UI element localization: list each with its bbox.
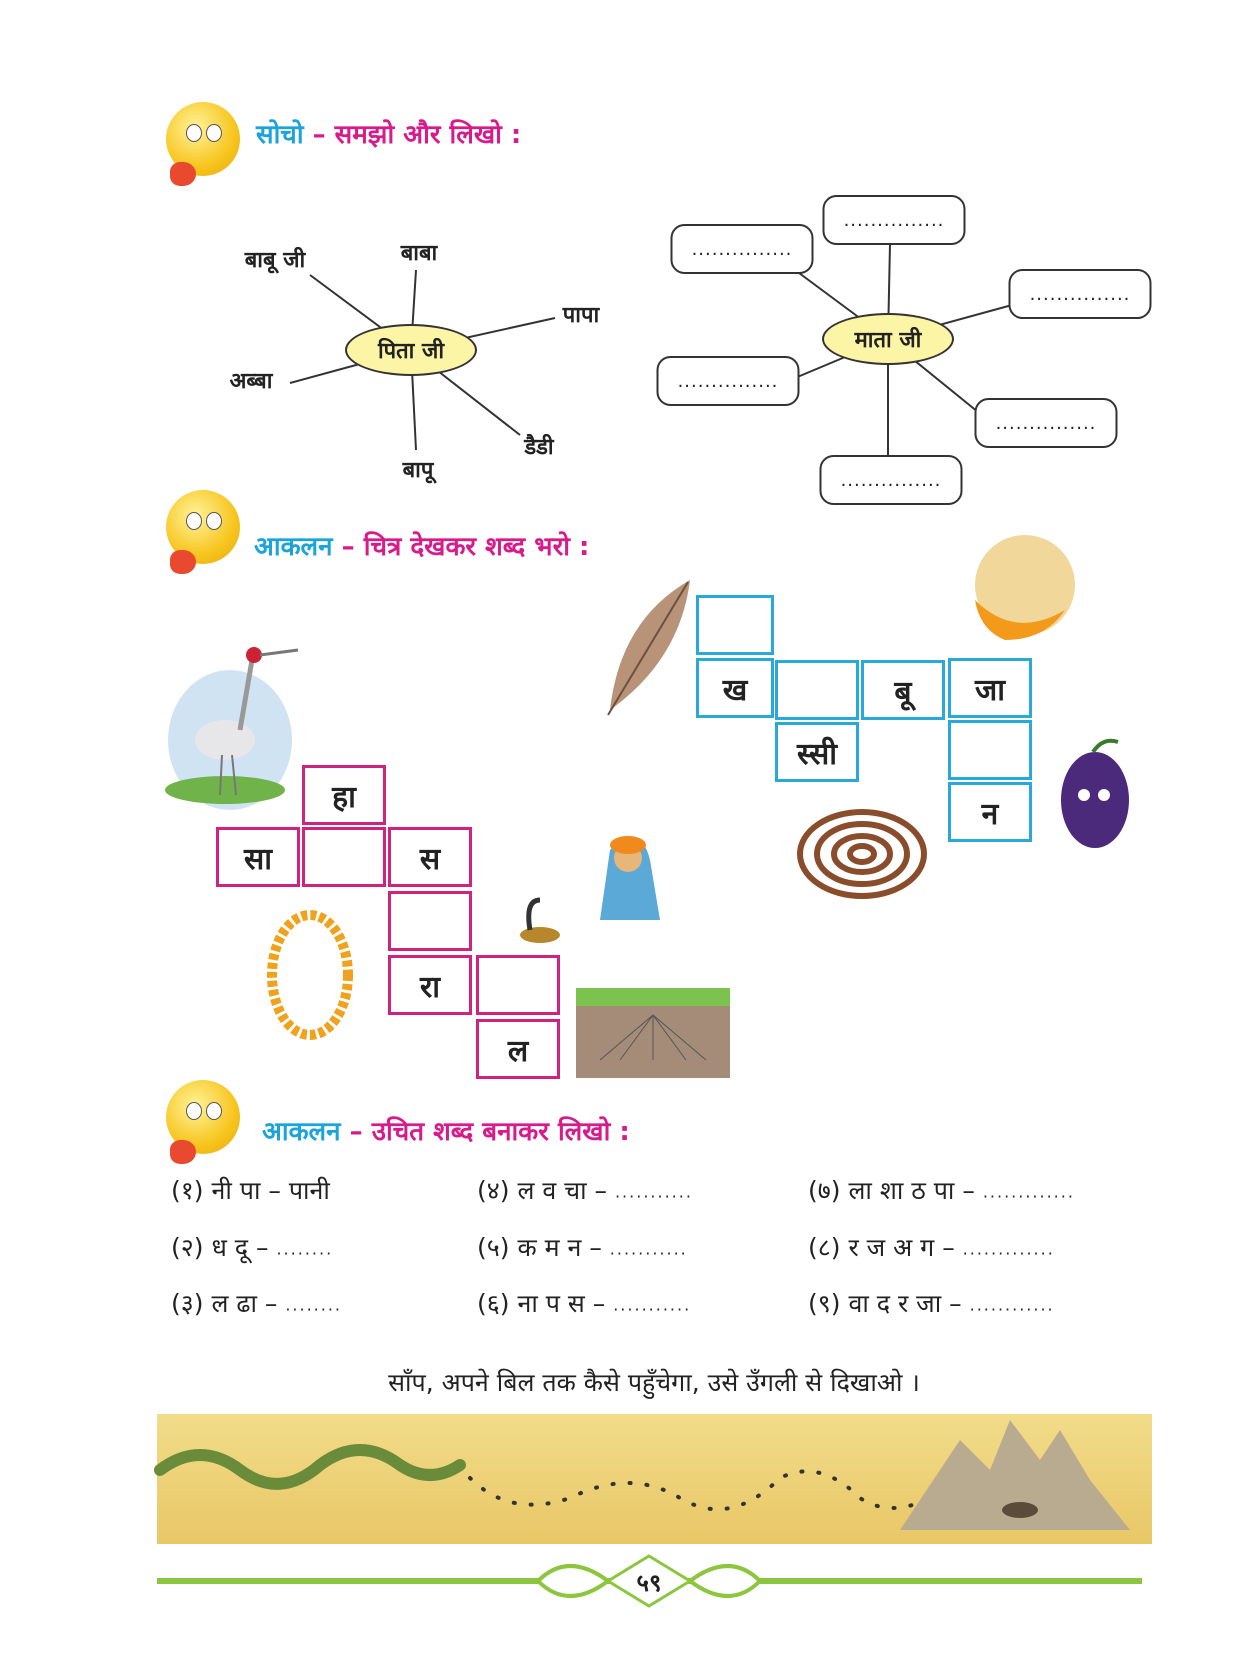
crossword-cell[interactable]: रा — [388, 955, 472, 1015]
father-word: बाबू जी — [244, 248, 306, 273]
item-answer[interactable]: ............. — [982, 1182, 1075, 1202]
item-letters: ला शा ठ पा – — [848, 1176, 975, 1205]
maze-instruction: साँप, अपने बिल तक कैसे पहुँचेगा, उसे उँगली से दिखाओ । — [388, 1368, 920, 1397]
crossword-cell[interactable]: जा — [948, 658, 1032, 718]
crossword-cell[interactable]: बू — [861, 660, 945, 720]
item-letters: क म न – — [517, 1233, 602, 1262]
item-number: (१) — [171, 1176, 204, 1205]
item-answer[interactable]: ............ — [969, 1295, 1055, 1315]
father-center-node: पिता जी — [345, 324, 477, 376]
item-letters: र ज अ ग – — [848, 1233, 955, 1262]
item-answer[interactable]: ............. — [962, 1239, 1055, 1259]
item-number: (९) — [808, 1289, 841, 1318]
item-number: (८) — [808, 1233, 841, 1262]
mother-center-node: माता जी — [822, 313, 954, 365]
father-word: बाबा — [400, 241, 438, 266]
section-heading-think: सोचो – समझो और लिखो : — [256, 120, 522, 150]
item-number: (७) — [808, 1176, 841, 1205]
father-word: बापू — [402, 458, 434, 483]
section-heading-picture-words: आकलन – चित्र देखकर शब्द भरो : — [254, 532, 590, 562]
crossword-cell[interactable]: ख — [696, 658, 774, 718]
mother-answer-box[interactable]: ............... — [671, 224, 814, 274]
mother-answer-box[interactable]: ............... — [823, 195, 966, 245]
page-number: ५९ — [636, 1569, 662, 1597]
item-answer[interactable]: ........... — [613, 1295, 692, 1315]
father-word: अब्बा — [229, 369, 273, 394]
mother-answer-box[interactable]: ............... — [975, 398, 1118, 448]
item-answer[interactable]: पानी — [288, 1176, 330, 1205]
crossword-cell[interactable]: स्सी — [775, 722, 859, 782]
item-letters: ना प स – — [517, 1289, 606, 1318]
item-answer[interactable]: ........ — [276, 1239, 334, 1259]
item-answer[interactable]: ........... — [614, 1182, 693, 1202]
crossword-cell[interactable]: ल — [476, 1019, 560, 1079]
item-number: (४) — [477, 1176, 510, 1205]
item-answer[interactable]: ........ — [285, 1295, 343, 1315]
crossword-cell[interactable]: सा — [216, 827, 300, 887]
father-word: डैडी — [524, 435, 554, 460]
item-letters: ध दू – — [211, 1233, 269, 1262]
item-letters: नी पा – — [211, 1176, 281, 1205]
mother-answer-box[interactable]: ............... — [1009, 269, 1152, 319]
mother-answer-box[interactable]: ............... — [820, 455, 963, 505]
father-word: पापा — [562, 303, 600, 328]
mother-answer-box[interactable]: ............... — [657, 356, 800, 406]
crossword-cell[interactable]: स — [388, 827, 472, 887]
crossword-cell[interactable]: न — [948, 782, 1032, 842]
item-number: (३) — [171, 1289, 204, 1318]
item-number: (५) — [477, 1233, 510, 1262]
item-number: (२) — [171, 1233, 204, 1262]
item-answer[interactable]: ........... — [609, 1239, 688, 1259]
item-letters: ल ढा – — [211, 1289, 278, 1318]
item-letters: वा द र जा – — [848, 1289, 962, 1318]
item-letters: ल व चा – — [517, 1176, 608, 1205]
section-heading-make-words: आकलन – उचित शब्द बनाकर लिखो : — [262, 1117, 630, 1147]
crossword-cell[interactable]: हा — [302, 765, 386, 825]
item-number: (६) — [477, 1289, 510, 1318]
